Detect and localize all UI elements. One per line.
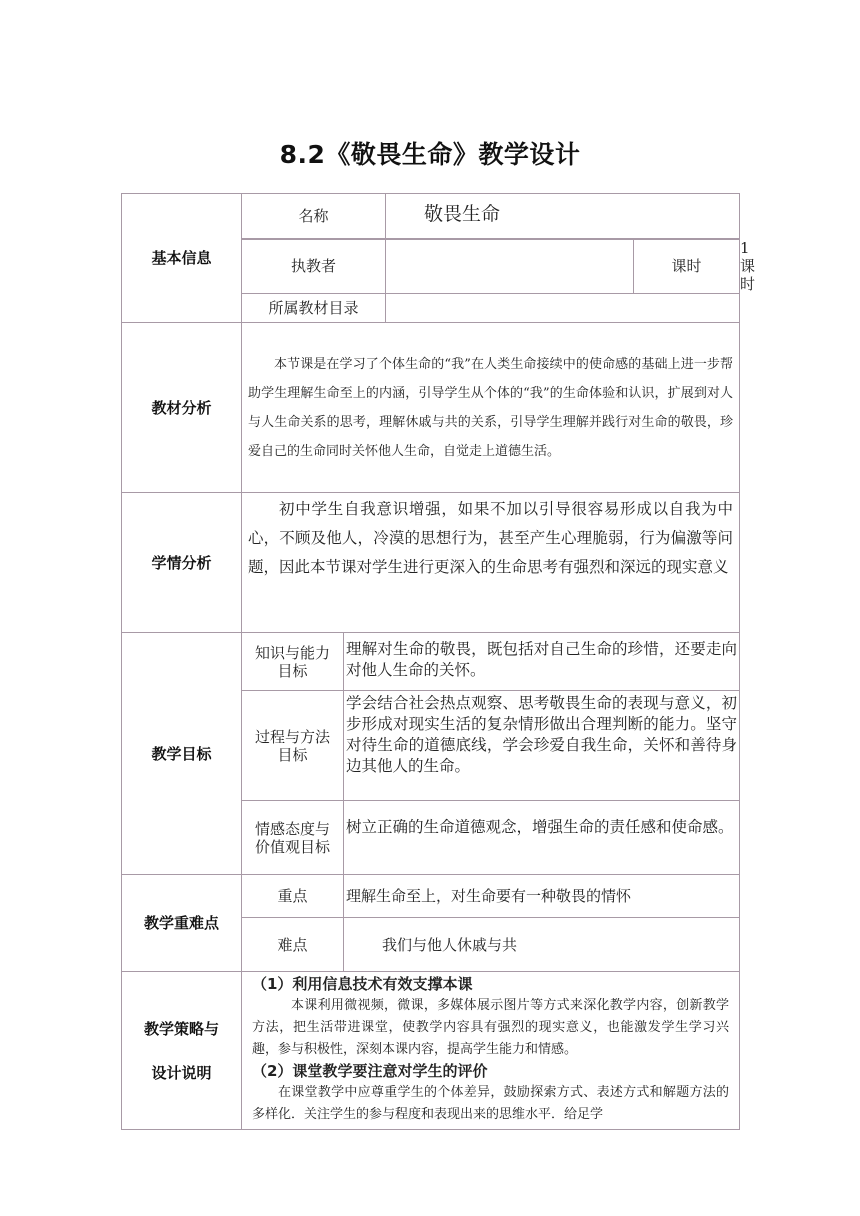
difficult-point-label: 难点 bbox=[242, 918, 344, 972]
section-key-difficult: 教学重难点 bbox=[122, 875, 242, 972]
row-material bbox=[122, 323, 740, 493]
section-teaching-objectives: 教学目标 bbox=[122, 633, 242, 875]
teacher-label: 执教者 bbox=[242, 239, 386, 294]
row-strategy bbox=[122, 972, 740, 1130]
objective-label-emotion: 情感态度与 价值观目标 bbox=[242, 801, 344, 875]
strategy-heading-2: （2）课堂教学要注意对学生的评价 bbox=[252, 1062, 488, 1080]
section-material-analysis: 教材分析 bbox=[122, 323, 242, 493]
objective-label-process: 过程与方法 目标 bbox=[242, 691, 344, 801]
difficult-point-text: 我们与他人休戚与共 bbox=[344, 918, 740, 972]
student-analysis-text: 初中学生自我意识增强，如果不加以引导很容易形成以自我为中心，不顾及他人，冷漠的思想行为，甚至产生心理脆弱，行为偏激等问题，因此本节课对学生进行更深入的生命思考有强烈和深远的现实意义 bbox=[248, 500, 734, 576]
row-teacher: 执教者 课时 1 课时 bbox=[122, 239, 740, 294]
catalog-label: 所属教材目录 bbox=[242, 294, 386, 323]
objective-text-emotion: 树立正确的生命道德观念，增强生命的责任感和使命感。 bbox=[346, 818, 734, 836]
section-basic-info: 基本信息 bbox=[122, 194, 242, 323]
name-value: 敬畏生命 bbox=[386, 194, 740, 239]
material-analysis-text: 本节课是在学习了个体生命的“我”在人类生命接续中的使命感的基础上进一步帮助学生理解生命至上的内涵，引导学生从个体的“我”的生命体验和认识，扩展到对人与人生命关系的思考，理解休戚与共的关系，引导学生理解并践行对生命的敬畏，珍爱自己的生命同时关怀他人生命，自觉走上道德生活。 bbox=[248, 356, 734, 459]
document-title: 8.2《敬畏生命》教学设计 bbox=[279, 140, 581, 169]
key-point-text: 理解生命至上，对生命要有一种敬畏的情怀 bbox=[344, 875, 740, 918]
row-name bbox=[122, 194, 740, 239]
period-label: 课时 bbox=[634, 239, 740, 294]
row-students bbox=[122, 493, 740, 633]
strategy-paragraph-1: 本课利用微视频，微课，多媒体展示图片等方式来深化教学内容，创新教学方法，把生活带进课堂，使教学内容具有强烈的现实意义，也能激发学生学习兴趣，参与积极性，深刻本课内容，提高学生能力和情感。 bbox=[252, 998, 730, 1057]
objective-text-process: 学会结合社会热点观察、思考敬畏生命的表现与意义，初步形成对现实生活的复杂情形做出合理判断的能力。坚守对待生命的道德底线，学会珍爱自我生命，关怀和善待身边其他人的生命。 bbox=[346, 694, 738, 775]
lesson-plan-table bbox=[121, 193, 756, 1130]
catalog-value bbox=[386, 294, 740, 323]
row-objective-knowledge bbox=[122, 633, 740, 691]
strategy-paragraph-2: 在课堂教学中应尊重学生的个体差异，鼓励探索方式、表述方式和解题方法的多样化．关注学生的参与程度和表现出来的思维水平．给足学 bbox=[252, 1085, 730, 1122]
strategy-heading-1: （1）利用信息技术有效支撑本课 bbox=[252, 975, 473, 993]
teacher-value bbox=[386, 239, 634, 294]
key-point-label: 重点 bbox=[242, 875, 344, 918]
objective-label-knowledge: 知识与能力 目标 bbox=[242, 633, 344, 691]
name-label: 名称 bbox=[242, 194, 386, 239]
objective-text-knowledge: 理解对生命的敬畏，既包括对自己生命的珍惜，还要走向对他人生命的关怀。 bbox=[346, 640, 738, 679]
section-student-analysis: 学情分析 bbox=[122, 493, 242, 633]
section-strategy: 教学策略与 设计说明 bbox=[122, 972, 242, 1130]
row-key-point bbox=[122, 875, 740, 918]
